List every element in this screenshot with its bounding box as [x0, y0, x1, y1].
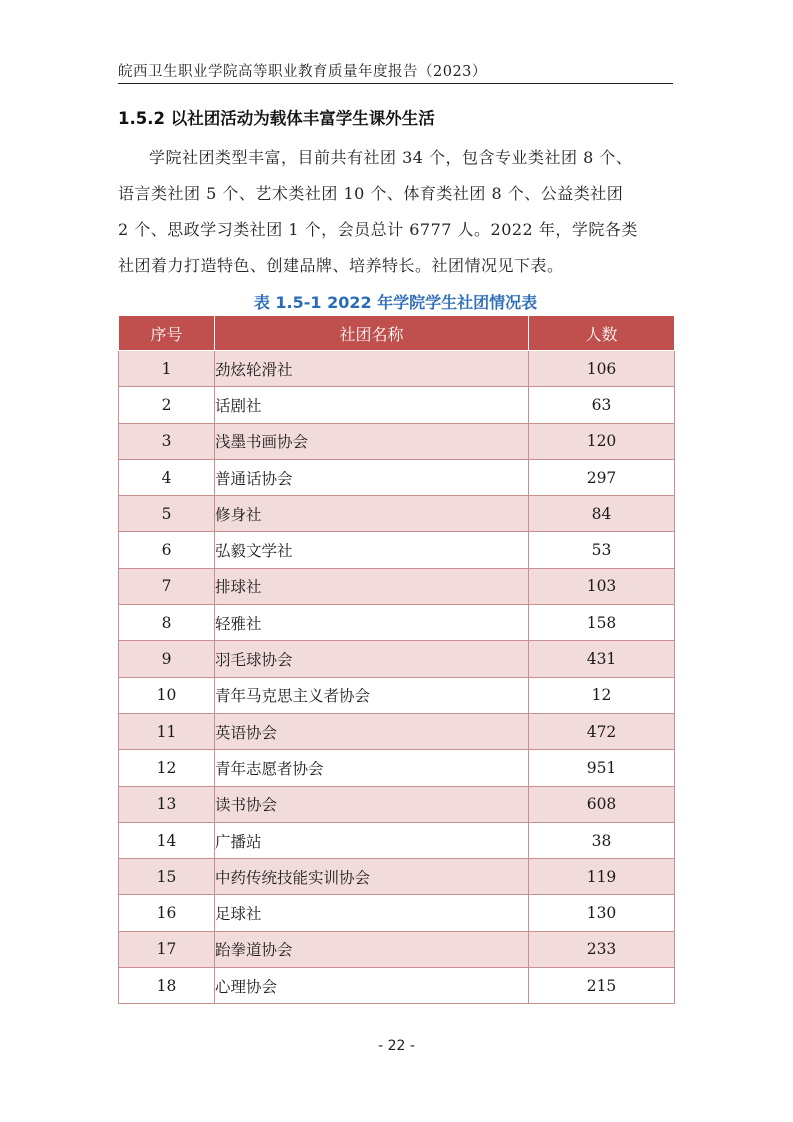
table-row: [119, 859, 675, 895]
row-number: 11: [119, 713, 215, 749]
row-number: 17: [119, 931, 215, 967]
club-name: 足球社: [215, 895, 529, 931]
table-row: [119, 605, 675, 641]
paragraph-line: 语言类社团 5 个、艺术类社团 10 个、体育类社团 8 个、公益类社团: [118, 184, 624, 203]
table-row: [119, 532, 675, 568]
club-name: 排球社: [215, 568, 529, 604]
table-row: [119, 786, 675, 822]
row-number: 18: [119, 968, 215, 1004]
row-number: 7: [119, 568, 215, 604]
row-number: 10: [119, 677, 215, 713]
member-count: 12: [529, 677, 675, 713]
club-name: 弘毅文学社: [215, 532, 529, 568]
header-member-count: 人数: [529, 316, 675, 351]
row-number: 4: [119, 459, 215, 495]
club-name: 跆拳道协会: [215, 931, 529, 967]
member-count: 119: [529, 859, 675, 895]
member-count: 951: [529, 750, 675, 786]
member-count: 120: [529, 423, 675, 459]
table-row: [119, 822, 675, 858]
table-caption: 表 1.5-1 2022 年学院学生社团情况表: [253, 293, 538, 312]
member-count: 84: [529, 496, 675, 532]
section-title: 1.5.2 以社团活动为载体丰富学生课外生活: [118, 109, 435, 128]
member-count: 38: [529, 822, 675, 858]
table-row: [119, 568, 675, 604]
table-row: [119, 677, 675, 713]
body-paragraph: [118, 140, 678, 284]
row-number: 14: [119, 822, 215, 858]
member-count: 53: [529, 532, 675, 568]
member-count: 103: [529, 568, 675, 604]
row-number: 12: [119, 750, 215, 786]
member-count: 608: [529, 786, 675, 822]
page-number: - 22 -: [378, 1038, 415, 1054]
member-count: 431: [529, 641, 675, 677]
member-count: 472: [529, 713, 675, 749]
running-header: 皖西卫生职业学院高等职业教育质量年度报告（2023）: [118, 64, 487, 80]
club-table: [118, 315, 675, 1004]
club-name: 话剧社: [215, 387, 529, 423]
row-number: 5: [119, 496, 215, 532]
row-number: 16: [119, 895, 215, 931]
table-row: [119, 641, 675, 677]
member-count: 130: [529, 895, 675, 931]
table-row: [119, 459, 675, 495]
club-name: 劲炫轮滑社: [215, 351, 529, 387]
club-name: 英语协会: [215, 713, 529, 749]
table-row: [119, 931, 675, 967]
paragraph-line: 2 个、思政学习类社团 1 个，会员总计 6777 人。2022 年，学院各类: [118, 220, 638, 239]
table-header-row: [119, 316, 675, 351]
row-number: 15: [119, 859, 215, 895]
header-club-name: 社团名称: [215, 316, 529, 351]
club-name: 普通话协会: [215, 459, 529, 495]
row-number: 13: [119, 786, 215, 822]
header-number: 序号: [119, 316, 215, 351]
member-count: 63: [529, 387, 675, 423]
club-name: 读书协会: [215, 786, 529, 822]
row-number: 2: [119, 387, 215, 423]
club-name: 浅墨书画协会: [215, 423, 529, 459]
club-name: 修身社: [215, 496, 529, 532]
table-row: [119, 895, 675, 931]
row-number: 3: [119, 423, 215, 459]
row-number: 8: [119, 605, 215, 641]
member-count: 215: [529, 968, 675, 1004]
row-number: 9: [119, 641, 215, 677]
member-count: 297: [529, 459, 675, 495]
paragraph-line: 社团着力打造特色、创建品牌、培养特长。社团情况见下表。: [118, 256, 564, 275]
table-row: [119, 750, 675, 786]
member-count: 158: [529, 605, 675, 641]
table-row: [119, 423, 675, 459]
member-count: 233: [529, 931, 675, 967]
row-number: 1: [119, 351, 215, 387]
table-row: [119, 351, 675, 387]
table-row: [119, 496, 675, 532]
club-name: 广播站: [215, 822, 529, 858]
member-count: 106: [529, 351, 675, 387]
row-number: 6: [119, 532, 215, 568]
table-row: [119, 387, 675, 423]
club-name: 青年马克思主义者协会: [215, 677, 529, 713]
table-row: [119, 713, 675, 749]
club-name: 青年志愿者协会: [215, 750, 529, 786]
paragraph-line: 学院社团类型丰富，目前共有社团 34 个，包含专业类社团 8 个、: [149, 148, 633, 167]
club-name: 心理协会: [215, 968, 529, 1004]
club-name: 羽毛球协会: [215, 641, 529, 677]
club-name: 中药传统技能实训协会: [215, 859, 529, 895]
header-divider: [118, 83, 673, 84]
club-name: 轻雅社: [215, 605, 529, 641]
table-row: [119, 968, 675, 1004]
